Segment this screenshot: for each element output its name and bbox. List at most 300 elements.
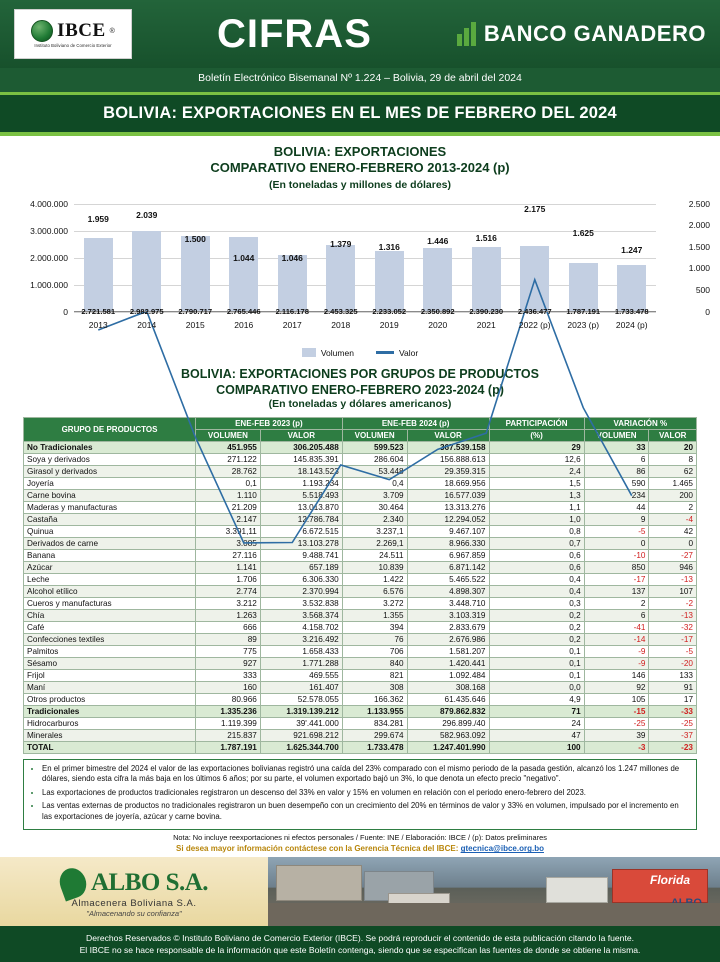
cell-value-2024: 6.871.142 bbox=[407, 561, 489, 573]
col-2024: ENE-FEB 2024 (p) bbox=[342, 417, 489, 429]
cell-var-volume: 0 bbox=[584, 537, 649, 549]
chart-volume-label: 2.790.717 bbox=[178, 306, 213, 316]
bars-icon bbox=[457, 22, 476, 46]
globe-icon bbox=[31, 20, 53, 42]
chart-x-tick: 2017 bbox=[282, 319, 302, 330]
cell-var-value: 1.465 bbox=[649, 477, 697, 489]
cell-var-volume: -15 bbox=[584, 705, 649, 717]
cell-product: Café bbox=[24, 621, 196, 633]
col-participation-unit: (%) bbox=[489, 429, 584, 441]
cell-volume-2023: 666 bbox=[196, 621, 261, 633]
cell-volume-2023: 1.119.399 bbox=[196, 717, 261, 729]
chart-volume-labels bbox=[74, 307, 656, 316]
cell-var-value: 62 bbox=[649, 465, 697, 477]
cell-value-2023: 161.407 bbox=[260, 681, 342, 693]
chart-volume-label: 2.765.446 bbox=[226, 306, 261, 316]
chart-value-label: 1.516 bbox=[475, 232, 497, 243]
cell-volume-2023: 80.966 bbox=[196, 693, 261, 705]
chart-y-left-tick: 1.000.000 bbox=[30, 279, 68, 290]
cell-value-2024: 29.359.315 bbox=[407, 465, 489, 477]
cell-participation: 0,3 bbox=[489, 597, 584, 609]
col-var-value: VALOR bbox=[649, 429, 697, 441]
cell-value-2023: 13.103.278 bbox=[260, 537, 342, 549]
cell-var-volume: 6 bbox=[584, 609, 649, 621]
chart-y-left-tick: 3.000.000 bbox=[30, 225, 68, 236]
cell-value-2024: 13.313.276 bbox=[407, 501, 489, 513]
chart-volume-label: 2.233.052 bbox=[372, 306, 407, 316]
cell-product: TOTAL bbox=[24, 741, 196, 753]
cell-participation: 0,1 bbox=[489, 669, 584, 681]
cell-participation: 0,2 bbox=[489, 609, 584, 621]
ibce-logo-subtitle: Instituto Boliviano de Comercio Exterior bbox=[34, 43, 112, 48]
cell-participation: 47 bbox=[489, 729, 584, 741]
footer-line2: El IBCE no se hace responsable de la información que este Boletín contenga, siendo que se especifican las fuentes de donde se obtiene la misma. bbox=[79, 944, 641, 955]
cell-volume-2023: 1.787.191 bbox=[196, 741, 261, 753]
chart-value-label: 1.044 bbox=[233, 253, 255, 264]
cell-var-volume: 6 bbox=[584, 453, 649, 465]
cell-var-value: -25 bbox=[649, 717, 697, 729]
sponsor-strip bbox=[0, 857, 720, 929]
cell-value-2024: 9.467.107 bbox=[407, 525, 489, 537]
cell-volume-2024: 10.839 bbox=[342, 561, 407, 573]
col-2023: ENE-FEB 2023 (p) bbox=[196, 417, 343, 429]
cell-volume-2024: 2.269,1 bbox=[342, 537, 407, 549]
ibce-logo bbox=[14, 9, 132, 59]
cell-var-value: 946 bbox=[649, 561, 697, 573]
divider-green-bottom bbox=[0, 132, 720, 136]
cell-volume-2024: 6.576 bbox=[342, 585, 407, 597]
albo-slogan: "Almacenando su confianza" bbox=[86, 909, 182, 919]
cell-product: Alcohol etílico bbox=[24, 585, 196, 597]
chart-x-tick: 2019 bbox=[379, 319, 399, 330]
cell-participation: 0,6 bbox=[489, 561, 584, 573]
cell-product: Joyería bbox=[24, 477, 196, 489]
cell-var-volume: 86 bbox=[584, 465, 649, 477]
cell-volume-2023: 1.706 bbox=[196, 573, 261, 585]
cell-var-value: -27 bbox=[649, 549, 697, 561]
report-banner: BOLIVIA: EXPORTACIONES EN EL MES DE FEBRERO DEL 2024 bbox=[0, 95, 720, 132]
chart-volume-label: 1.733.478 bbox=[614, 306, 649, 316]
cell-volume-2023: 271.122 bbox=[196, 453, 261, 465]
cell-volume-2023: 333 bbox=[196, 669, 261, 681]
sponsor-photo bbox=[268, 857, 720, 929]
cell-value-2023: 18.143.523 bbox=[260, 465, 342, 477]
ibce-logo-registered: ® bbox=[109, 27, 115, 35]
cell-volume-2024: 24.511 bbox=[342, 549, 407, 561]
chart-y-left-tick: 0 bbox=[63, 306, 68, 317]
cell-participation: 1,1 bbox=[489, 501, 584, 513]
cell-volume-2024: 1.733.478 bbox=[342, 741, 407, 753]
cell-var-volume: -14 bbox=[584, 633, 649, 645]
cell-var-volume: 39 bbox=[584, 729, 649, 741]
cell-var-volume: 137 bbox=[584, 585, 649, 597]
cell-product: Soya y derivados bbox=[24, 453, 196, 465]
cell-participation: 0,4 bbox=[489, 585, 584, 597]
cell-var-volume: 92 bbox=[584, 681, 649, 693]
cell-var-volume: -41 bbox=[584, 621, 649, 633]
cell-volume-2023: 0,1 bbox=[196, 477, 261, 489]
cell-value-2023: 3.532.838 bbox=[260, 597, 342, 609]
col-2023-value: VALOR bbox=[260, 429, 342, 441]
cell-volume-2024: 308 bbox=[342, 681, 407, 693]
cell-value-2023: 657.189 bbox=[260, 561, 342, 573]
cell-var-volume: -25 bbox=[584, 717, 649, 729]
cell-var-value: -33 bbox=[649, 705, 697, 717]
cell-value-2024: 16.577.039 bbox=[407, 489, 489, 501]
cell-var-value: -2 bbox=[649, 597, 697, 609]
albo-name: ALBO S.A. bbox=[90, 869, 209, 897]
cell-value-2024: 8.966.330 bbox=[407, 537, 489, 549]
chart-y-right-tick: 1.000 bbox=[688, 263, 710, 274]
cell-value-2024: 1.420.441 bbox=[407, 657, 489, 669]
chart-title-block bbox=[0, 144, 720, 192]
col-2024-value: VALOR bbox=[407, 429, 489, 441]
cell-var-value: 17 bbox=[649, 693, 697, 705]
photo-building-1 bbox=[276, 865, 362, 901]
chart-value-label: 1.959 bbox=[87, 213, 109, 224]
col-2023-volume: VOLUMEN bbox=[196, 429, 261, 441]
cell-product: Azúcar bbox=[24, 561, 196, 573]
cell-volume-2024: 1.133.955 bbox=[342, 705, 407, 717]
cell-volume-2024: 3.272 bbox=[342, 597, 407, 609]
cell-value-2023: 306.205.488 bbox=[260, 441, 342, 453]
cell-value-2023: 469.555 bbox=[260, 669, 342, 681]
cell-value-2023: 6.672.515 bbox=[260, 525, 342, 537]
cell-product: Palmitos bbox=[24, 645, 196, 657]
cell-value-2024: 3.448.710 bbox=[407, 597, 489, 609]
cell-value-2023: 1.193.234 bbox=[260, 477, 342, 489]
col-var-volume: VOLUMEN bbox=[584, 429, 649, 441]
cell-product: No Tradicionales bbox=[24, 441, 196, 453]
cell-product: Tradicionales bbox=[24, 705, 196, 717]
col-group: GRUPO DE PRODUCTOS bbox=[24, 417, 196, 441]
cell-volume-2023: 21.209 bbox=[196, 501, 261, 513]
chart-volume-label: 2.390.230 bbox=[469, 306, 504, 316]
cell-participation: 12,6 bbox=[489, 453, 584, 465]
cell-value-2024: 6.967.859 bbox=[407, 549, 489, 561]
cell-var-volume: -9 bbox=[584, 657, 649, 669]
chart-x-tick: 2015 bbox=[185, 319, 205, 330]
cell-volume-2024: 1.355 bbox=[342, 609, 407, 621]
note-item: • Las exportaciones de productos tradicionales registraron un descenso del 33% en valor y 15% en volumen en relación con el periodo enero-febrero del 2023. bbox=[42, 788, 690, 799]
cell-value-2023: 2.370.994 bbox=[260, 585, 342, 597]
chart-title-line2: COMPARATIVO ENERO-FEBRERO 2013-2024 (p) bbox=[210, 160, 510, 176]
cell-var-value: -5 bbox=[649, 645, 697, 657]
cell-volume-2023: 3.391,11 bbox=[196, 525, 261, 537]
chart-x-axis bbox=[74, 320, 656, 330]
cell-value-2024: 367.539.158 bbox=[407, 441, 489, 453]
chart-x-tick: 2022 (p) bbox=[518, 319, 551, 330]
cell-product: Frijol bbox=[24, 669, 196, 681]
cell-value-2024: 3.103.319 bbox=[407, 609, 489, 621]
cell-volume-2024: 0,4 bbox=[342, 477, 407, 489]
cell-product: Carne bovina bbox=[24, 489, 196, 501]
chart-value-label: 1.625 bbox=[572, 228, 594, 239]
cell-participation: 0,2 bbox=[489, 633, 584, 645]
cell-volume-2023: 3.212 bbox=[196, 597, 261, 609]
cell-var-value: 8 bbox=[649, 453, 697, 465]
cell-volume-2023: 451.955 bbox=[196, 441, 261, 453]
chart-x-tick: 2013 bbox=[88, 319, 108, 330]
cell-var-value: 0 bbox=[649, 537, 697, 549]
legend-value-label: Valor bbox=[398, 347, 419, 358]
cell-participation: 1,0 bbox=[489, 513, 584, 525]
cell-participation: 0,8 bbox=[489, 525, 584, 537]
cell-volume-2024: 706 bbox=[342, 645, 407, 657]
cell-volume-2024: 840 bbox=[342, 657, 407, 669]
chart-volume-label: 1.787.191 bbox=[566, 306, 601, 316]
cell-product: Quinua bbox=[24, 525, 196, 537]
cell-product: Chía bbox=[24, 609, 196, 621]
cell-var-value: 2 bbox=[649, 501, 697, 513]
cell-value-2023: 12.786.784 bbox=[260, 513, 342, 525]
chart-plot-area bbox=[74, 204, 656, 312]
chart-y-right-tick: 0 bbox=[705, 306, 710, 317]
page-header bbox=[0, 0, 720, 68]
cell-volume-2024: 599.523 bbox=[342, 441, 407, 453]
cell-value-2024: 1.247.401.990 bbox=[407, 741, 489, 753]
cell-participation: 0,0 bbox=[489, 681, 584, 693]
cell-var-value: -4 bbox=[649, 513, 697, 525]
cell-value-2023: 5.518.493 bbox=[260, 489, 342, 501]
cell-participation: 2,4 bbox=[489, 465, 584, 477]
cell-volume-2024: 834.281 bbox=[342, 717, 407, 729]
cell-value-2023: 4.158.702 bbox=[260, 621, 342, 633]
cell-volume-2024: 76 bbox=[342, 633, 407, 645]
chart-x-tick: 2024 (p) bbox=[615, 319, 648, 330]
chart-volume-label: 2.982.975 bbox=[129, 306, 164, 316]
chart-volume-label: 2.350.892 bbox=[420, 306, 455, 316]
cell-volume-2024: 299.674 bbox=[342, 729, 407, 741]
cell-volume-2024: 286.604 bbox=[342, 453, 407, 465]
contact-email-link[interactable]: gtecnica@ibce.org.bo bbox=[460, 844, 544, 854]
chart-value-label: 1.316 bbox=[378, 241, 400, 252]
cell-product: Castaña bbox=[24, 513, 196, 525]
cell-var-value: 20 bbox=[649, 441, 697, 453]
chart-y-left-tick: 2.000.000 bbox=[30, 252, 68, 263]
table-title-line2: COMPARATIVO ENERO-FEBRERO 2023-2024 (p) bbox=[216, 382, 504, 397]
cell-var-value: -37 bbox=[649, 729, 697, 741]
chart-value-label: 2.039 bbox=[136, 210, 158, 221]
chart-value-labels bbox=[74, 204, 656, 312]
cell-var-volume: -17 bbox=[584, 573, 649, 585]
table-title-line1: BOLIVIA: EXPORTACIONES POR GRUPOS DE PRODUCTOS bbox=[181, 366, 539, 381]
note-item: • Las ventas externas de productos no tradicionales registraron un buen desempeño con un crecimiento del 20% en términos de valor y 33% en volumen, impulsado por el incremento en las exportaciones de joyería, azúcar y carne bovina. bbox=[42, 801, 690, 822]
cell-var-value: 133 bbox=[649, 669, 697, 681]
cell-var-value: -13 bbox=[649, 609, 697, 621]
chart-value-label: 2.175 bbox=[524, 204, 546, 215]
cell-volume-2023: 1.141 bbox=[196, 561, 261, 573]
cell-volume-2023: 1.263 bbox=[196, 609, 261, 621]
col-variation: VARIACIÓN % bbox=[584, 417, 696, 429]
bulletin-line: Boletín Electrónico Bisemanal Nº 1.224 – Bolivia, 29 de abril del 2024 bbox=[0, 68, 720, 92]
cell-var-volume: -9 bbox=[584, 645, 649, 657]
cell-var-value: -23 bbox=[649, 741, 697, 753]
cell-value-2024: 1.092.484 bbox=[407, 669, 489, 681]
chart-volume-label: 2.721.581 bbox=[81, 306, 116, 316]
chart-value-label: 1.247 bbox=[621, 244, 643, 255]
cell-product: Cueros y manufacturas bbox=[24, 597, 196, 609]
chart-value-label: 1.446 bbox=[427, 235, 449, 246]
chart-y-right-tick: 2.500 bbox=[688, 198, 710, 209]
cell-value-2023: 921.698.212 bbox=[260, 729, 342, 741]
cell-volume-2024: 30.464 bbox=[342, 501, 407, 513]
cell-var-volume: 2 bbox=[584, 597, 649, 609]
cell-product: Confecciones textiles bbox=[24, 633, 196, 645]
page-title: CIFRAS bbox=[216, 11, 372, 56]
chart-x-tick: 2018 bbox=[331, 319, 351, 330]
cell-volume-2024: 166.362 bbox=[342, 693, 407, 705]
cell-value-2023: 145.835.391 bbox=[260, 453, 342, 465]
cell-participation: 29 bbox=[489, 441, 584, 453]
cell-product: Hidrocarburos bbox=[24, 717, 196, 729]
cell-value-2024: 5.465.522 bbox=[407, 573, 489, 585]
cell-product: Banana bbox=[24, 549, 196, 561]
cell-volume-2023: 215.837 bbox=[196, 729, 261, 741]
cell-volume-2023: 1.110 bbox=[196, 489, 261, 501]
cell-var-volume: 146 bbox=[584, 669, 649, 681]
cell-value-2023: 6.306.330 bbox=[260, 573, 342, 585]
chart-y-right-tick: 500 bbox=[695, 285, 710, 296]
cell-participation: 0,6 bbox=[489, 549, 584, 561]
cell-value-2023: 52.578.055 bbox=[260, 693, 342, 705]
cell-value-2023: 9.488.741 bbox=[260, 549, 342, 561]
cell-value-2023: 1.319.139.212 bbox=[260, 705, 342, 717]
cell-value-2024: 2.833.679 bbox=[407, 621, 489, 633]
chart-volume-label: 2.116.178 bbox=[275, 306, 309, 316]
cell-volume-2023: 160 bbox=[196, 681, 261, 693]
cell-value-2024: 156.888.613 bbox=[407, 453, 489, 465]
cell-volume-2023: 1.335.236 bbox=[196, 705, 261, 717]
cell-volume-2023: 28.762 bbox=[196, 465, 261, 477]
chart-title-line1: BOLIVIA: EXPORTACIONES bbox=[273, 144, 447, 159]
col-participation: PARTICIPACIÓN bbox=[489, 417, 584, 429]
cell-value-2024: 1.581.207 bbox=[407, 645, 489, 657]
cell-volume-2023: 27.116 bbox=[196, 549, 261, 561]
cell-volume-2023: 775 bbox=[196, 645, 261, 657]
cell-participation: 71 bbox=[489, 705, 584, 717]
cell-value-2024: 879.862.832 bbox=[407, 705, 489, 717]
ibce-logo-name: IBCE bbox=[57, 20, 106, 41]
chart-title-units: (En toneladas y millones de dólares) bbox=[268, 178, 452, 191]
cell-volume-2023: 89 bbox=[196, 633, 261, 645]
cell-var-volume: 234 bbox=[584, 489, 649, 501]
chart-y-right-tick: 1.500 bbox=[688, 241, 710, 252]
cell-value-2023: 1.771.288 bbox=[260, 657, 342, 669]
cell-var-value: 107 bbox=[649, 585, 697, 597]
albo-subtitle: Almacenera Boliviana S.A. bbox=[71, 898, 197, 910]
page-footer bbox=[0, 926, 720, 962]
cell-var-volume: 105 bbox=[584, 693, 649, 705]
cell-volume-2024: 3.237,1 bbox=[342, 525, 407, 537]
chart-y-right-tick: 2.000 bbox=[688, 220, 710, 231]
cell-value-2023: 3.568.374 bbox=[260, 609, 342, 621]
cell-participation: 0,1 bbox=[489, 657, 584, 669]
cell-participation: 0,2 bbox=[489, 621, 584, 633]
chart-x-tick: 2023 (p) bbox=[567, 319, 600, 330]
cell-participation: 24 bbox=[489, 717, 584, 729]
chart-volume-label: 2.436.477 bbox=[517, 306, 552, 316]
cell-var-volume: 9 bbox=[584, 513, 649, 525]
cell-var-value: -32 bbox=[649, 621, 697, 633]
cell-value-2024: 308.168 bbox=[407, 681, 489, 693]
cell-product: Sésamo bbox=[24, 657, 196, 669]
cell-value-2024: 12.294.052 bbox=[407, 513, 489, 525]
contact-line bbox=[23, 844, 697, 853]
cell-volume-2024: 3.709 bbox=[342, 489, 407, 501]
chart-value-label: 1.046 bbox=[281, 253, 303, 264]
chart-x-tick: 2021 bbox=[476, 319, 496, 330]
cell-product: Maní bbox=[24, 681, 196, 693]
cell-participation: 1,5 bbox=[489, 477, 584, 489]
cell-volume-2024: 2.340 bbox=[342, 513, 407, 525]
cell-volume-2024: 1.422 bbox=[342, 573, 407, 585]
chart-x-tick: 2016 bbox=[234, 319, 254, 330]
cell-var-volume: -10 bbox=[584, 549, 649, 561]
cell-value-2023: 13.013.870 bbox=[260, 501, 342, 513]
exports-chart bbox=[10, 198, 710, 346]
cell-var-value: -17 bbox=[649, 633, 697, 645]
cell-value-2023: 3.216.492 bbox=[260, 633, 342, 645]
banco-ganadero-logo bbox=[457, 21, 706, 47]
cell-value-2024: 4.898.307 bbox=[407, 585, 489, 597]
cell-volume-2024: 821 bbox=[342, 669, 407, 681]
cell-value-2024: 582.963.092 bbox=[407, 729, 489, 741]
chart-value-label: 1.379 bbox=[330, 238, 352, 249]
legend-volume-label: Volumen bbox=[320, 347, 354, 358]
cell-var-volume: 33 bbox=[584, 441, 649, 453]
footer-line1: Derechos Reservados © Instituto Boliviano de Comercio Exterior (IBCE). Se podrá reproducir el contenido de esta publicación citando la fuente. bbox=[85, 932, 635, 943]
cell-volume-2023: 2.774 bbox=[196, 585, 261, 597]
cell-participation: 100 bbox=[489, 741, 584, 753]
cell-participation: 0,4 bbox=[489, 573, 584, 585]
cell-volume-2024: 394 bbox=[342, 621, 407, 633]
cell-product: Girasol y derivados bbox=[24, 465, 196, 477]
cell-product: Maderas y manufacturas bbox=[24, 501, 196, 513]
cell-var-value: 200 bbox=[649, 489, 697, 501]
cell-var-volume: 44 bbox=[584, 501, 649, 513]
cell-value-2023: 39'.441.000 bbox=[260, 717, 342, 729]
source-line: Nota: No incluye reexportaciones ni efectos personales / Fuente: INE / Elaboración: IBCE / (p): Datos preliminares bbox=[173, 833, 547, 843]
cell-var-volume: -5 bbox=[584, 525, 649, 537]
cell-value-2024: 61.435.646 bbox=[407, 693, 489, 705]
chart-x-tick: 2014 bbox=[137, 319, 157, 330]
cell-product: Leche bbox=[24, 573, 196, 585]
cell-participation: 0,1 bbox=[489, 645, 584, 657]
cell-participation: 4,9 bbox=[489, 693, 584, 705]
leaf-icon bbox=[56, 865, 91, 902]
cell-product: Derivados de carne bbox=[24, 537, 196, 549]
cell-volume-2023: 3.085 bbox=[196, 537, 261, 549]
cell-value-2023: 1.658.433 bbox=[260, 645, 342, 657]
chart-y-left-tick: 4.000.000 bbox=[30, 198, 68, 209]
cell-value-2023: 1.625.344.700 bbox=[260, 741, 342, 753]
cell-product: Otros productos bbox=[24, 693, 196, 705]
photo-label-florida: Florida bbox=[649, 873, 690, 888]
cell-volume-2024: 53.448 bbox=[342, 465, 407, 477]
cell-var-volume: -3 bbox=[584, 741, 649, 753]
cell-volume-2023: 2.147 bbox=[196, 513, 261, 525]
cell-var-volume: 590 bbox=[584, 477, 649, 489]
cell-participation: 0,7 bbox=[489, 537, 584, 549]
cell-product: Minerales bbox=[24, 729, 196, 741]
cell-var-value: -13 bbox=[649, 573, 697, 585]
col-2024-volume: VOLUMEN bbox=[342, 429, 407, 441]
cell-var-value: 42 bbox=[649, 525, 697, 537]
cell-value-2024: 296.899./40 bbox=[407, 717, 489, 729]
cell-volume-2023: 927 bbox=[196, 657, 261, 669]
cell-participation: 1,3 bbox=[489, 489, 584, 501]
